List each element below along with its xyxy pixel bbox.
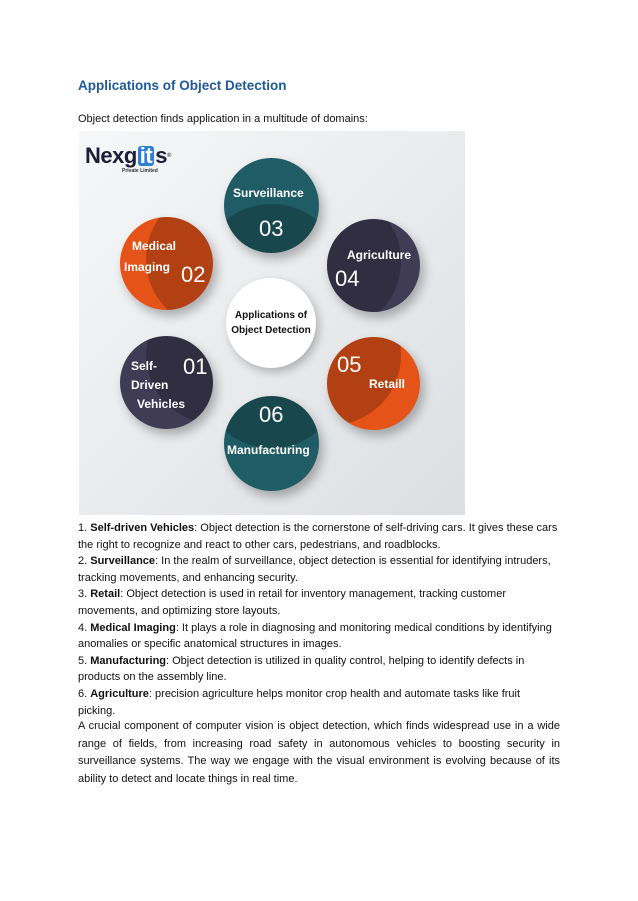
center-title-line2: Object Detection <box>231 325 311 336</box>
node-label: Surveillance <box>233 186 304 200</box>
list-item-text: : In the realm of surveillance, object detection is essential for identifying intruders, tracking movements, and enhancing security. <box>78 555 551 584</box>
list-item-text: : It plays a role in diagnosing and monitoring medical conditions by identifying anomalies or specific anatomical structures in images. <box>78 621 552 651</box>
list-item-text: : precision agriculture helps monitor crop health and automate tasks like fruit picking. <box>78 687 521 717</box>
node-label: Retaill <box>369 377 406 391</box>
node-number: 05 <box>337 352 362 377</box>
closing-paragraph: A crucial component of computer vision is object detection, which finds widespread use in a wide range of fields, from increasing road safety in autonomous vehicles to boosting security in surveillance systems. The way we engage with the visual environment is evolving because of its ability to detect and locate things in real time. <box>78 720 560 785</box>
node-number: 06 <box>259 402 284 427</box>
node-number: 03 <box>259 216 284 241</box>
node-surveillance <box>224 158 319 253</box>
node-agriculture <box>327 219 420 312</box>
node-retail <box>327 337 420 430</box>
list-item-term: Agriculture <box>90 687 149 700</box>
list-item-term: Surveillance <box>90 555 156 568</box>
node-label-line3: Vehicles <box>137 397 186 411</box>
node-label-line2: Imaging <box>124 260 171 274</box>
node-label-line1: Self- <box>131 359 158 373</box>
list-item-text: : Object detection is the cornerstone of self-driving cars. It gives these cars the right to recognize and react to other cars, pedestrians, and roadblocks. <box>78 522 558 551</box>
node-number: 04 <box>335 266 360 291</box>
nexgits-logo <box>85 143 171 174</box>
node-label: Agriculture <box>347 248 412 262</box>
node-self-driven-vehicles <box>120 336 213 429</box>
node-manufacturing <box>224 396 319 491</box>
list-item-term: Manufacturing <box>90 654 167 667</box>
registered-mark: ® <box>167 153 171 159</box>
list-item-text: : Object detection is utilized in quality control, helping to identify defects in products on the assembly line. <box>78 654 525 684</box>
list-item: 1. Self-driven Vehicles: Object detection is the cornerstone of self-driving cars. It gives these cars the right to recognize and react to other cars, pedestrians, and roadblocks. <box>78 522 558 551</box>
applications-list <box>78 520 560 719</box>
list-item: 2. Surveillance: In the realm of surveillance, object detection is essential for identifying intruders, tracking movements, and enhancing security. <box>78 555 551 584</box>
list-item-term: Self-driven Vehicles <box>90 522 195 534</box>
page-title: Applications of Object Detection <box>78 78 287 93</box>
center-title-line1: Applications of <box>234 310 308 321</box>
list-item: 6. Agriculture: precision agriculture helps monitor crop health and automate tasks like fruit picking. <box>78 687 521 717</box>
node-number: 01 <box>183 354 208 379</box>
list-item: 3. Retail: Object detection is used in retail for inventory management, tracking customer movements, and optimizing store layouts. <box>78 588 506 617</box>
list-item-text: : Object detection is used in retail for inventory management, tracking customer movements, and optimizing store layouts. <box>78 588 506 617</box>
list-item-term: Medical Imaging <box>90 621 176 634</box>
list-item: 4. Medical Imaging: It plays a role in diagnosing and monitoring medical conditions by identifying anomalies or specific anatomical structures in images. <box>78 621 552 651</box>
list-item-term: Retail <box>90 588 121 601</box>
node-label-line1: Medical <box>132 239 177 253</box>
list-item: 5. Manufacturing: Object detection is utilized in quality control, helping to identify defects in products on the assembly line. <box>78 654 525 684</box>
node-medical-imaging <box>120 217 213 310</box>
logo-text-highlight: it <box>139 143 153 168</box>
node-label: Manufacturing <box>227 443 310 457</box>
logo-text-end: s <box>155 143 167 168</box>
center-circle <box>226 278 316 368</box>
logo-text-start: Nexg <box>85 143 137 168</box>
applications-infographic <box>79 131 465 515</box>
node-label-line2: Driven <box>131 378 169 392</box>
logo-tagline: Private Limited <box>122 168 158 174</box>
intro-text: Object detection finds application in a multitude of domains: <box>78 113 368 125</box>
node-number: 02 <box>181 262 206 287</box>
